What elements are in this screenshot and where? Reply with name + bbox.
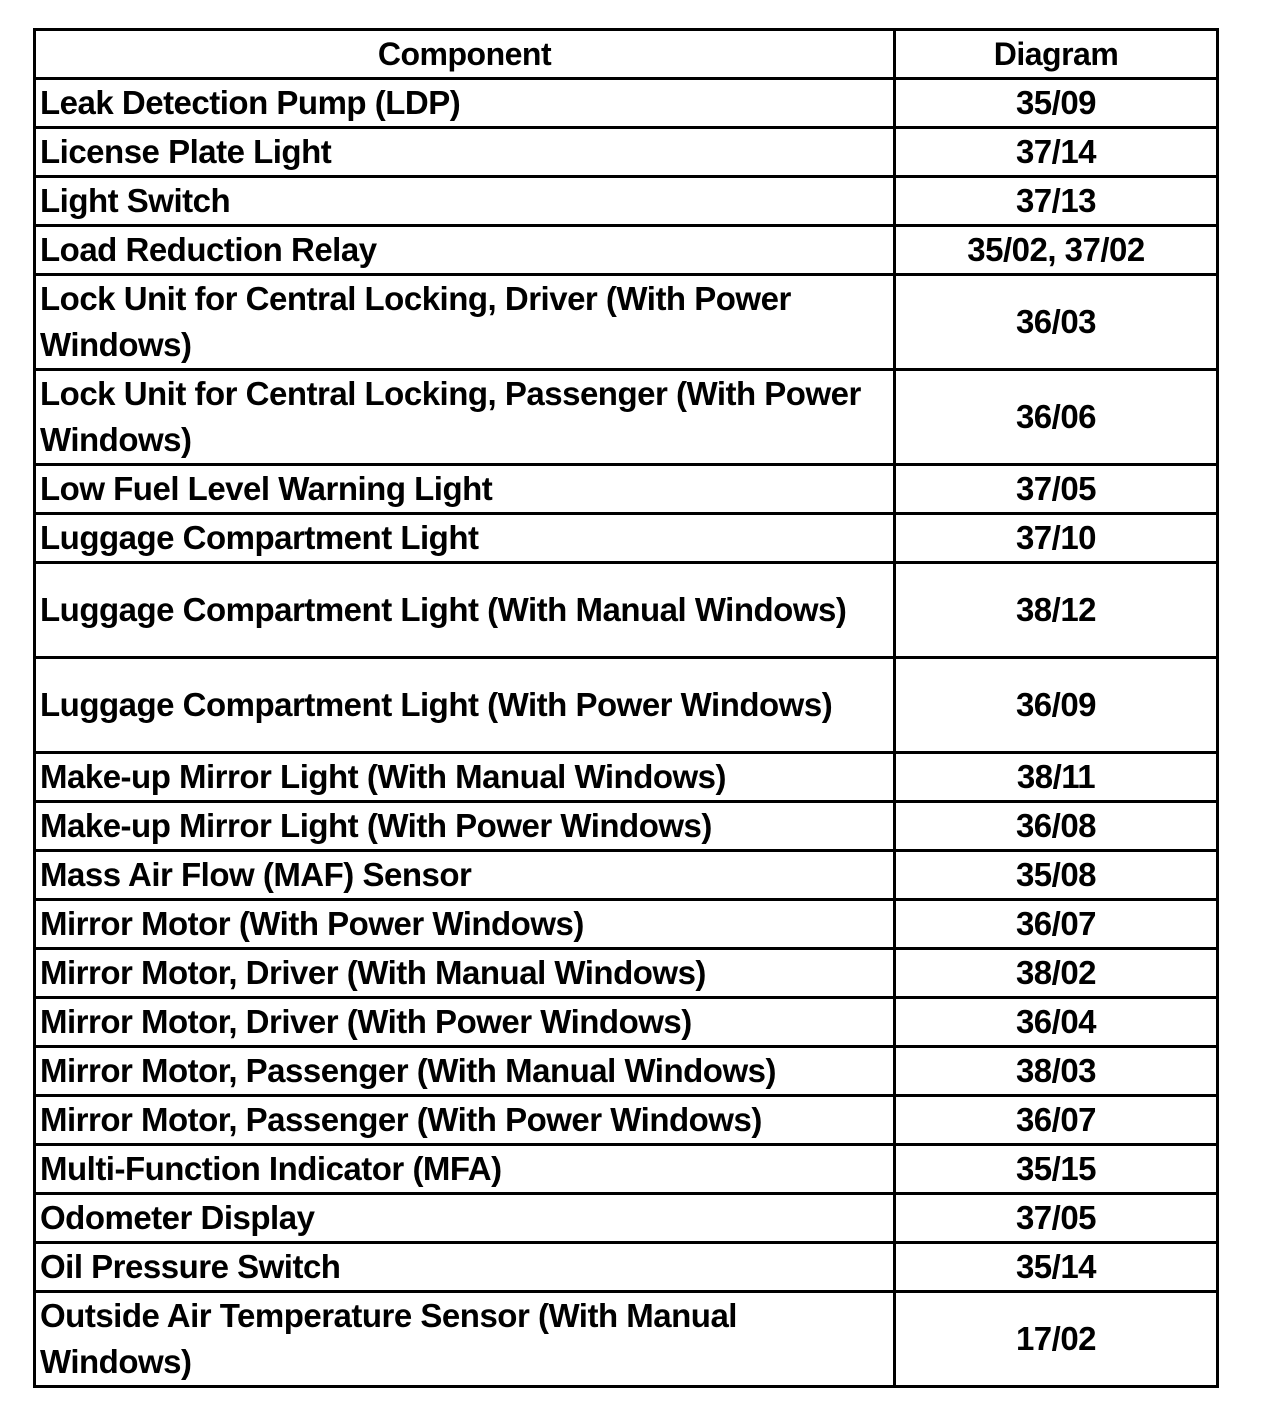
- table-row: [35, 1047, 1218, 1096]
- table-row: [35, 563, 1218, 658]
- diagram-cell: 38/03: [895, 1047, 1218, 1096]
- diagram-cell: 37/10: [895, 514, 1218, 563]
- table-row: [35, 753, 1218, 802]
- diagram-cell: 17/02: [895, 1292, 1218, 1387]
- header-row: [35, 30, 1218, 79]
- table-row: [35, 658, 1218, 753]
- component-cell: Mirror Motor, Driver (With Manual Windows): [35, 949, 895, 998]
- component-cell: Leak Detection Pump (LDP): [35, 79, 895, 128]
- component-cell: Lock Unit for Central Locking, Driver (With Power Windows): [35, 275, 895, 370]
- component-cell: Mass Air Flow (MAF) Sensor: [35, 851, 895, 900]
- diagram-cell: 36/07: [895, 900, 1218, 949]
- component-cell: Low Fuel Level Warning Light: [35, 465, 895, 514]
- component-cell: Mirror Motor, Passenger (With Manual Windows): [35, 1047, 895, 1096]
- diagram-cell: 37/13: [895, 177, 1218, 226]
- component-cell: Mirror Motor (With Power Windows): [35, 900, 895, 949]
- table-row: [35, 1096, 1218, 1145]
- component-index-table-container: [33, 28, 1216, 1388]
- diagram-cell: 38/12: [895, 563, 1218, 658]
- table-row: [35, 465, 1218, 514]
- component-cell: Luggage Compartment Light (With Manual Windows): [35, 563, 895, 658]
- component-cell: Make-up Mirror Light (With Manual Windows): [35, 753, 895, 802]
- table-body: [35, 79, 1218, 1387]
- column-header-diagram: Diagram: [895, 30, 1218, 79]
- table-row: [35, 949, 1218, 998]
- table-row: [35, 370, 1218, 465]
- diagram-cell: 35/09: [895, 79, 1218, 128]
- table-row: [35, 1292, 1218, 1387]
- diagram-cell: 37/14: [895, 128, 1218, 177]
- diagram-cell: 37/05: [895, 1194, 1218, 1243]
- table-row: [35, 851, 1218, 900]
- component-cell: Mirror Motor, Passenger (With Power Windows): [35, 1096, 895, 1145]
- component-cell: Odometer Display: [35, 1194, 895, 1243]
- diagram-cell: 35/15: [895, 1145, 1218, 1194]
- diagram-cell: 38/02: [895, 949, 1218, 998]
- table-row: [35, 226, 1218, 275]
- component-cell: Load Reduction Relay: [35, 226, 895, 275]
- table-header: [35, 30, 1218, 79]
- table-row: [35, 1145, 1218, 1194]
- diagram-cell: 38/11: [895, 753, 1218, 802]
- table-row: [35, 177, 1218, 226]
- diagram-cell: 36/03: [895, 275, 1218, 370]
- component-cell: Light Switch: [35, 177, 895, 226]
- diagram-cell: 36/09: [895, 658, 1218, 753]
- table-row: [35, 275, 1218, 370]
- component-cell: Outside Air Temperature Sensor (With Manual Windows): [35, 1292, 895, 1387]
- table-row: [35, 998, 1218, 1047]
- component-cell: Mirror Motor, Driver (With Power Windows): [35, 998, 895, 1047]
- component-cell: Oil Pressure Switch: [35, 1243, 895, 1292]
- table-row: [35, 79, 1218, 128]
- diagram-cell: 35/02, 37/02: [895, 226, 1218, 275]
- diagram-cell: 36/06: [895, 370, 1218, 465]
- component-index-table: [33, 28, 1219, 1388]
- table-row: [35, 802, 1218, 851]
- table-row: [35, 128, 1218, 177]
- diagram-cell: 36/07: [895, 1096, 1218, 1145]
- diagram-cell: 37/05: [895, 465, 1218, 514]
- table-row: [35, 514, 1218, 563]
- component-cell: License Plate Light: [35, 128, 895, 177]
- component-cell: Multi-Function Indicator (MFA): [35, 1145, 895, 1194]
- table-row: [35, 900, 1218, 949]
- component-cell: Lock Unit for Central Locking, Passenger (With Power Windows): [35, 370, 895, 465]
- component-cell: Make-up Mirror Light (With Power Windows): [35, 802, 895, 851]
- diagram-cell: 36/08: [895, 802, 1218, 851]
- diagram-cell: 35/14: [895, 1243, 1218, 1292]
- column-header-component: Component: [35, 30, 895, 79]
- component-cell: Luggage Compartment Light: [35, 514, 895, 563]
- component-cell: Luggage Compartment Light (With Power Windows): [35, 658, 895, 753]
- table-row: [35, 1243, 1218, 1292]
- table-row: [35, 1194, 1218, 1243]
- diagram-cell: 36/04: [895, 998, 1218, 1047]
- diagram-cell: 35/08: [895, 851, 1218, 900]
